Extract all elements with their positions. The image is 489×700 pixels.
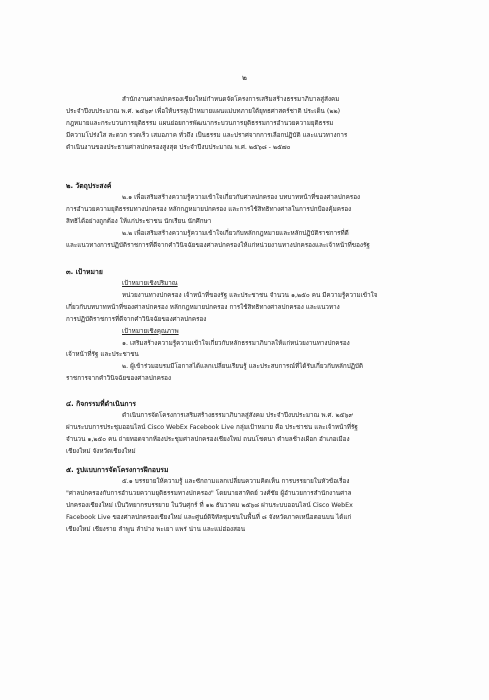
intro-line: สำนักงานศาลปกครองเชียงใหม่กำหนดจัดโครงการเสริมสร้างธรรมาภิบาลสู่สังคม <box>122 96 340 103</box>
objectives-heading: ๒. วัตถุประสงค์ <box>66 182 112 190</box>
activities-line: ผ่านระบบการประชุมออนไลน์ Cisco WebEx Facebook Live กลุ่มเป้าหมาย คือ ประชาชน และเจ้าหน้าที่รัฐ <box>66 423 358 431</box>
quantity-target-line: หน่วยงานทางปกครอง เจ้าหน้าที่ของรัฐ และประชาชน จำนวน ๑,๒๕๐ คน มีความรู้ความเข้าใจ <box>122 291 378 299</box>
intro-paragraph <box>66 94 438 154</box>
quality-target-line: ๑. เสริมสร้างความรู้ความเข้าใจเกี่ยวกับหลักธรรมาภิบาลให้แก่หน่วยงานทางปกครอง <box>122 339 350 347</box>
quantity-target-label: เป้าหมายเชิงปริมาณ <box>122 280 178 287</box>
objectives-line: ๒.๒ เพื่อเสริมสร้างความรู้ความเข้าใจเกี่ยวกับหลักกฎหมายและหลักปฏิบัติราชการที่ดี <box>122 229 349 237</box>
quality-target-line: ราชการจากคำวินิจฉัยของศาลปกครอง <box>66 375 172 383</box>
objectives-line: และแนวทางการปฏิบัติราชการที่ดีจากคำวินิจฉัยของศาลปกครองให้แก่หน่วยงานทางปกครองและเจ้าหน้าที่ของรัฐ <box>66 241 370 249</box>
intro-line: ดำเนินงานของประธานศาลปกครองสูงสุด ประจำปีงบประมาณ พ.ศ. ๒๕๖๘ - ๒๕๗๐ <box>66 143 291 151</box>
targets-section <box>66 266 438 385</box>
intro-line: มีความโปร่งใส สะดวก รวดเร็ว เสมอภาค ทั่วถึง เป็นธรรม และปราศจากการเลือกปฏิบัติ และแนวทางการ <box>66 131 348 139</box>
quality-target-line: เจ้าหน้าที่รัฐ และประชาชน <box>66 351 139 359</box>
page-number: ๒ <box>242 73 247 82</box>
activities-line: เชียงใหม่ จังหวัดเชียงใหม่ <box>66 447 136 455</box>
format-line: ปกครองเชียงใหม่ เป็นวิทยากรบรรยาย ในวันศุกร์ ที่ ๑๒ ธันวาคม ๒๕๖๘ ผ่านระบบออนไลน์ Cisco WebEx <box>66 501 353 509</box>
format-line: Facebook Live ของศาลปกครองเชียงใหม่ และศูนย์ดิจิทัลชุมชนในพื้นที่ ๘ จังหวัดภาคเหนือตอนบน ได้แก่ <box>66 513 352 521</box>
activities-line: จำนวน ๑,๒๕๐ คน ถ่ายทอดจากห้องประชุมศาลปกครองเชียงใหม่ ถนนโชตนา ตำบลช้างเผือก อำเภอเมือง <box>66 435 350 443</box>
activities-line: ดำเนินการจัดโครงการเสริมสร้างธรรมาภิบาลสู่สังคม ประจำปีงบประมาณ พ.ศ. ๒๕๖๙ <box>122 412 354 419</box>
objectives-line: การอำนวยความยุติธรรมทางปกครอง หลักกฎหมายปกครอง และการใช้สิทธิทางศาลในการปกป้องคุ้มครอง <box>66 205 352 213</box>
activities-heading: ๔. กิจกรรมที่ดำเนินการ <box>66 400 136 408</box>
format-line: เชียงใหม่ เชียงราย ลำพูน ลำปาง พะเยา แพร่ น่าน และแม่ฮ่องสอน <box>66 525 246 533</box>
format-line: ๕.๑ บรรยายให้ความรู้ และซักถามแลกเปลี่ยนความคิดเห็น การบรรยายในหัวข้อเรื่อง <box>122 478 350 485</box>
intro-line: กฎหมายและกระบวนการยุติธรรม แผนย่อยการพัฒนากระบวนการยุติธรรมการอำนวยความยุติธรรม <box>66 119 334 127</box>
activities-section <box>66 398 438 458</box>
objectives-line: สิทธิได้อย่างถูกต้อง ให้แก่ประชาชน นักเรียน นักศึกษา <box>66 217 212 225</box>
format-line: "ศาลปกครองกับการอำนวยความยุติธรรมทางปกครอง" โดยนายสาทิตย์ วงศ์ชัย ผู้อำนวยการสำนักงานศาล <box>66 489 352 497</box>
quality-target-line: ๒. ผู้เข้าร่วมอบรมมีโอกาสได้แลกเปลี่ยนเรียนรู้ และประสบการณ์ที่ได้รับเกี่ยวกับหลักปฏิบัติ <box>122 363 364 371</box>
format-heading: ๕. รูปแบบการจัดโครงการฝึกอบรม <box>66 466 169 474</box>
objectives-line: ๒.๑ เพื่อเสริมสร้างความรู้ความเข้าใจเกี่ยวกับศาลปกครอง บทบาทหน้าที่ของศาลปกครอง <box>122 194 361 201</box>
targets-heading: ๓. เป้าหมาย <box>66 268 103 276</box>
intro-line: ประจำปีงบประมาณ พ.ศ. ๒๕๖๙ เพื่อให้บรรลุเป้าหมายแผนแม่บทภายใต้ยุทธศาสตร์ชาติ ประเด็น (๒๒) <box>66 107 341 115</box>
quantity-target-line: การปฏิบัติราชการที่ดีจากคำวินิจฉัยของศาลปกครอง <box>66 315 207 323</box>
objectives-section <box>66 180 438 252</box>
format-section <box>66 464 438 536</box>
quantity-target-line: เกี่ยวกับบทบาทหน้าที่ของศาลปกครอง หลักกฎหมายปกครอง การใช้สิทธิทางศาลปกครอง และแนวทาง <box>66 303 340 311</box>
quality-target-label: เป้าหมายเชิงคุณภาพ <box>122 327 179 335</box>
